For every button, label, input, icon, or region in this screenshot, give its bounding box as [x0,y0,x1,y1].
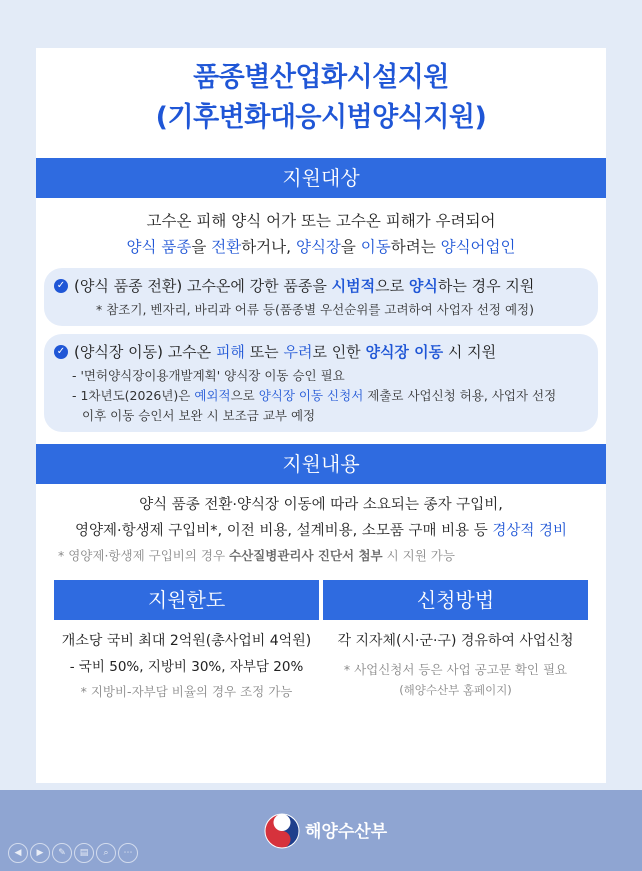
item-note-1: - '면허양식장이용개발계획' 양식장 이동 승인 필요 [72,368,345,383]
next-slide-icon[interactable]: ▶ [30,843,50,863]
text: 을 [340,238,361,256]
text: 또는 [244,343,284,361]
item-note-3: 이후 이동 승인서 보완 시 보조금 교부 예정 [82,408,316,423]
target-line-2 [36,234,606,260]
limit-line-2: - 국비 50%, 지방비 30%, 자부담 20% [69,659,304,675]
content-description [36,492,606,544]
target-line-1: 고수온 피해 양식 어가 또는 고수온 피해가 우려되어 [146,212,496,230]
target-item-species-change [44,268,598,326]
section-header-target: 지원대상 [36,158,606,198]
text: 하거나, [241,238,296,256]
text: 으로 [375,277,409,295]
highlight: 양식장 이동 신청서 [258,388,364,403]
text: * 영양제·항생제 구입비의 경우 [58,548,230,563]
ministry-logo-icon [262,811,302,851]
pen-icon[interactable]: ✎ [52,843,72,863]
section-header-content: 지원내용 [36,444,606,484]
highlight: 양식 품종 [126,238,192,256]
page-title [36,58,606,138]
text: 시 지원 가능 [382,548,455,563]
text: 시 지원 [443,343,497,361]
apply-line-1: 각 지자체(시·군·구) 경유하여 사업신청 [337,633,574,649]
highlight: 경상적 경비 [492,523,567,539]
check-circle-icon: ✓ [54,279,68,293]
highlight: 우려 [283,343,313,361]
text: 하는 경우 지원 [437,277,535,295]
limit-note: * 지방비-자부담 비율의 경우 조정 가능 [80,684,293,699]
highlight: 전환 [211,238,242,256]
text: 을 [191,238,212,256]
apply-note-2: (해양수산부 홈페이지) [399,683,512,697]
title-line-2: (기후변화대응시범양식지원) [155,102,487,133]
ministry-name: 해양수산부 [305,822,388,842]
highlight: 양식장 이동 [365,343,444,361]
target-item-farm-relocation [44,334,598,432]
text: 제출로 사업신청 허용, 사업자 선정 [363,388,557,403]
infographic-card [36,48,606,783]
text: 하려는 [390,238,441,256]
item-text [74,340,496,364]
item-note: * 참조기, 벤자리, 바리과 어류 등(품종별 우선순위를 고려하여 사업자 선정 예정) [96,302,535,317]
item-heading [54,340,588,364]
highlight: 예외적 [194,388,231,403]
highlight: 양식어업인 [440,238,516,256]
text: (양식장 이동) 고수온 [74,343,216,361]
text: - 1차년도(2026년)은 [72,388,195,403]
content-line-1: 양식 품종 전환·양식장 이동에 따라 소요되는 종자 구입비, [139,497,503,513]
highlight: 이동 [360,238,391,256]
text: 로 인한 [312,343,366,361]
content-line-2 [36,518,606,544]
item-note-2 [54,386,588,406]
target-description [36,208,606,260]
highlight: 양식장 [295,238,341,256]
check-circle-icon: ✓ [54,345,68,359]
limit-column [54,580,319,702]
item-heading [54,274,588,298]
slides-icon[interactable]: ▤ [74,843,94,863]
apply-column [323,580,588,702]
zoom-icon[interactable]: ⌕ [96,843,116,863]
section-header-limit: 지원한도 [54,580,319,620]
content-note [36,546,606,566]
limit-apply-section [36,580,606,702]
section-header-apply: 신청방법 [323,580,588,620]
prev-slide-icon[interactable]: ◀ [8,843,28,863]
text: (양식 품종 전환) 고수온에 강한 품종을 [74,277,332,295]
highlight: 수산질병관리사 진단서 첨부 [229,548,383,563]
title-line-1: 품종별산업화시설지원 [193,62,449,93]
apply-note-1: * 사업신청서 등은 사업 공고문 확인 필요 [343,662,568,677]
item-text [74,274,534,298]
more-options-icon[interactable]: ⋯ [118,843,138,863]
limit-line-1: 개소당 국비 최대 2억원(총사업비 4억원) [61,633,312,649]
highlight: 피해 [215,343,245,361]
highlight: 시범적 [331,277,376,295]
text: 으로 [230,388,259,403]
highlight: 양식 [408,277,438,295]
text: 영양제·항생제 구입비*, 이전 비용, 설계비용, 소모품 구매 비용 등 [75,523,493,539]
